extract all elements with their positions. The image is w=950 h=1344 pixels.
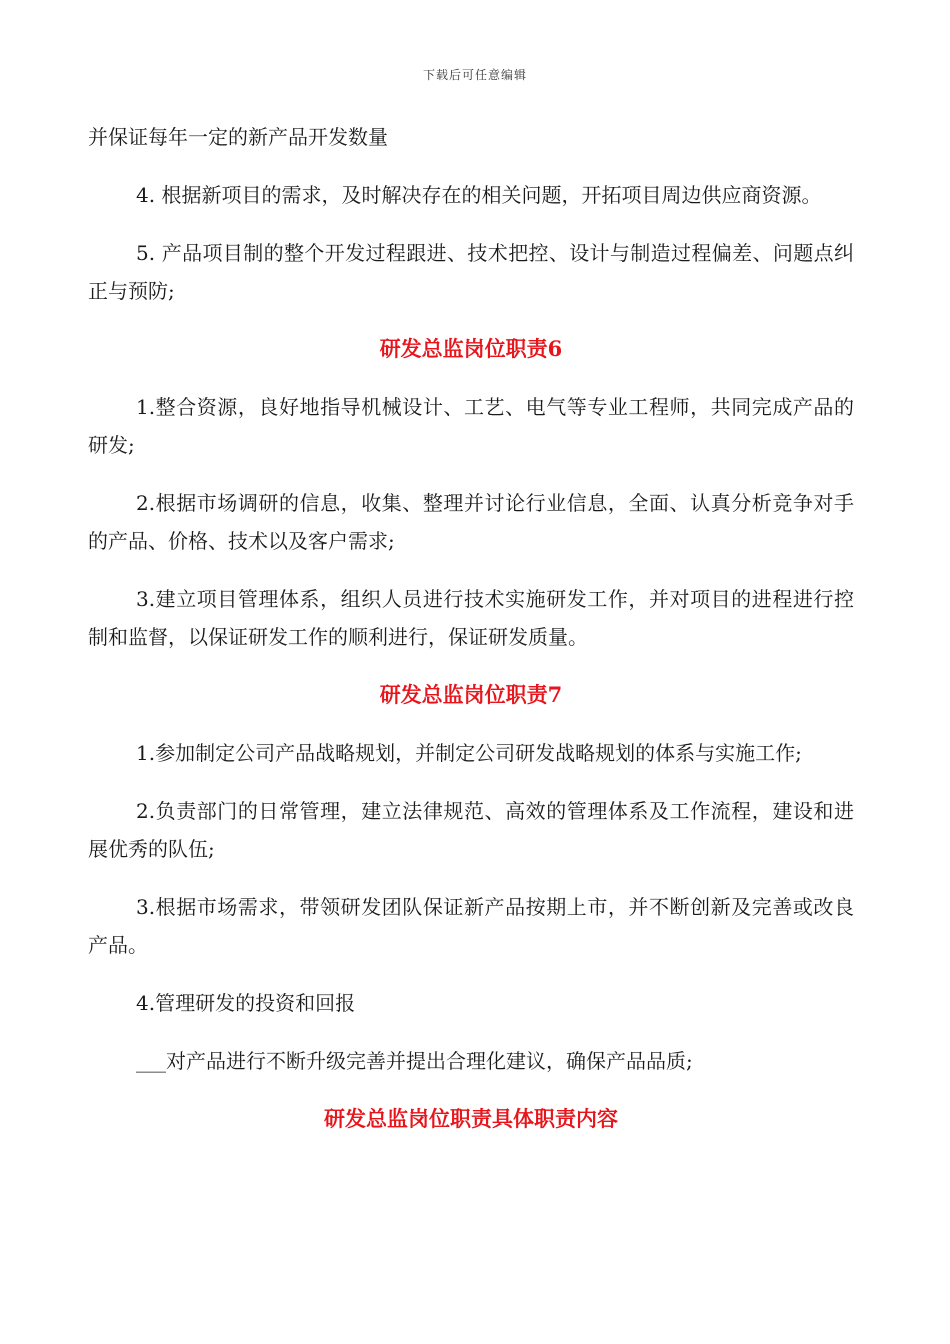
paragraph: 1.参加制定公司产品战略规划，并制定公司研发战略规划的体系与实施工作;: [136, 741, 802, 765]
paragraph: ___对产品进行不断升级完善并提出合理化建议，确保产品品质;: [136, 1049, 693, 1073]
paragraph: 3.根据市场需求，带领研发团队保证新产品按期上市，并不断创新及完善或改良产品。: [88, 895, 854, 957]
paragraph: 3.建立项目管理体系，组织人员进行技术实施研发工作，并对项目的进程进行控制和监督，以保证研发工作的顺利进行，保证研发质量。: [88, 587, 854, 649]
paragraph: 2.负责部门的日常管理，建立法律规范、高效的管理体系及工作流程，建设和进展优秀的队伍;: [88, 799, 854, 861]
section-heading: 研发总监岗位职责具体职责内容: [324, 1106, 618, 1131]
section-heading: 研发总监岗位职责7: [379, 682, 563, 707]
paragraph: 1.整合资源，良好地指导机械设计、工艺、电气等专业工程师，共同完成产品的研发;: [88, 395, 854, 457]
paragraph: 5. 产品项目制的整个开发过程跟进、技术把控、设计与制造过程偏差、问题点纠正与预防;: [88, 241, 854, 303]
paragraph: 4.管理研发的投资和回报: [136, 991, 356, 1015]
page-header: 下载后可任意编辑: [422, 68, 527, 82]
paragraph: 并保证每年一定的新产品开发数量: [88, 125, 388, 149]
paragraph: 4. 根据新项目的需求，及时解决存在的相关问题，开拓项目周边供应商资源。: [136, 183, 822, 207]
document-body: [88, 118, 854, 1158]
paragraph: 2.根据市场调研的信息，收集、整理并讨论行业信息，全面、认真分析竞争对手的产品、价格、技术以及客户需求;: [88, 491, 854, 553]
section-heading: 研发总监岗位职责6: [379, 336, 563, 361]
